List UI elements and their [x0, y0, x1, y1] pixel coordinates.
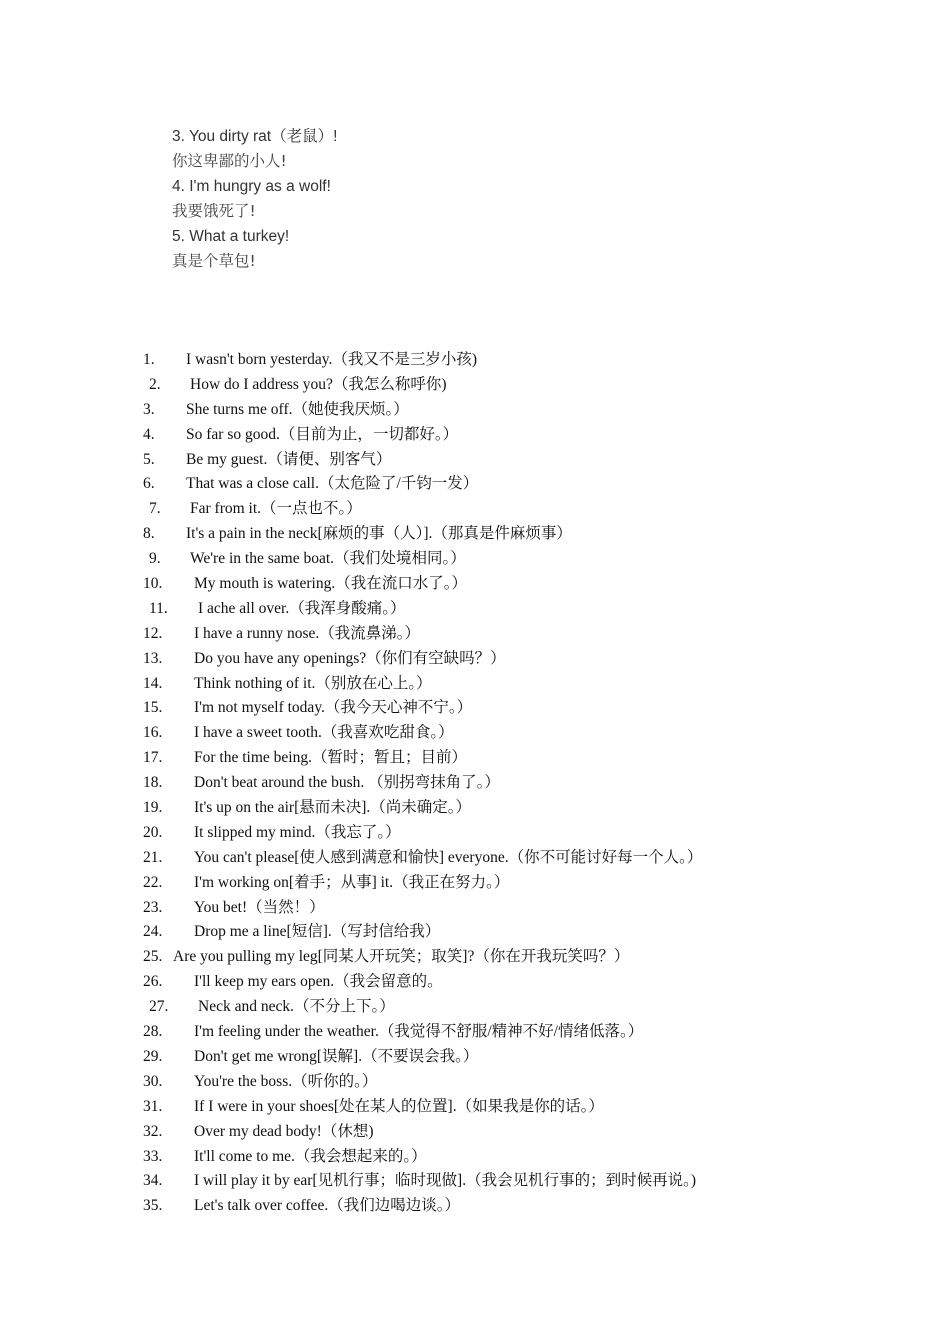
- item-number: 11.: [149, 599, 168, 617]
- item-text: If I were in your shoes[处在某人的位置].（如果我是你的话。）: [194, 1097, 604, 1115]
- item-number: 13.: [143, 649, 163, 667]
- item-text: It slipped my mind.（我忘了。）: [194, 823, 401, 841]
- translation-line: 真是个草包!: [172, 252, 256, 270]
- expression-line: 3. You dirty rat（老鼠）!: [172, 128, 338, 145]
- item-text: You can't please[使人感到满意和愉快] everyone.（你不可能讨好每一个人。）: [194, 848, 703, 866]
- item-text: We're in the same boat.（我们处境相同。）: [190, 550, 466, 568]
- item-text: I'm working on[着手；从事] it.（我正在努力。）: [194, 873, 510, 891]
- list-item: [143, 995, 933, 1020]
- item-text: That was a close call.（太危险了/千钧一发）: [186, 475, 479, 493]
- item-number: 22.: [143, 873, 163, 891]
- list-item: [143, 1194, 933, 1219]
- list-item: [143, 746, 933, 771]
- item-text: It's up on the air[悬而未决].（尚未确定。）: [194, 799, 472, 817]
- item-text: For the time being.（暂时；暂且；目前）: [194, 749, 467, 767]
- item-number: 35.: [143, 1197, 163, 1215]
- list-item: [143, 920, 933, 945]
- list-item: [143, 373, 933, 398]
- item-text: Let's talk over coffee.（我们边喝边谈。）: [194, 1197, 460, 1215]
- list-item: [143, 1095, 933, 1120]
- item-number: 2.: [149, 375, 161, 393]
- item-number: 12.: [143, 624, 163, 642]
- item-number: 33.: [143, 1147, 163, 1165]
- item-text: Are you pulling my leg[同某人开玩笑；取笑]?（你在开我玩笑吗？）: [173, 948, 630, 966]
- item-number: 9.: [149, 550, 161, 568]
- list-item: [143, 1169, 933, 1194]
- list-item: [143, 696, 933, 721]
- list-item: [143, 572, 933, 597]
- item-number: 8.: [143, 525, 155, 543]
- item-text: You're the boss.（听你的。）: [194, 1072, 378, 1090]
- item-text: She turns me off.（她使我厌烦。）: [186, 400, 409, 418]
- item-number: 10.: [143, 575, 163, 593]
- item-number: 27.: [149, 998, 169, 1016]
- list-item: [143, 597, 933, 622]
- item-number: 6.: [143, 475, 155, 493]
- list-item: [143, 896, 933, 921]
- item-text: You bet!（当然！）: [194, 898, 325, 916]
- list-item: [143, 821, 933, 846]
- expression-line: 5. What a turkey!: [172, 228, 290, 245]
- item-text: Neck and neck.（不分上下。）: [198, 998, 395, 1016]
- list-item: [143, 522, 933, 547]
- list-item: [143, 771, 933, 796]
- item-text: It'll come to me.（我会想起来的。）: [194, 1147, 427, 1165]
- list-item: [143, 1145, 933, 1170]
- list-item: [143, 622, 933, 647]
- list-item: [143, 348, 933, 373]
- translation-line: 你这卑鄙的小人!: [172, 152, 287, 170]
- item-number: 5.: [143, 450, 155, 468]
- item-number: 4.: [143, 425, 155, 443]
- item-text: Think nothing of it.（别放在心上。）: [194, 674, 432, 692]
- item-text: I will play it by ear[见机行事；临时现做].（我会见机行事的；到时候再说。): [194, 1172, 696, 1190]
- list-item: [143, 472, 933, 497]
- item-number: 18.: [143, 774, 163, 792]
- item-number: 3.: [143, 400, 155, 418]
- item-number: 29.: [143, 1047, 163, 1065]
- list-item: [143, 796, 933, 821]
- phrase-list: [143, 348, 933, 1219]
- item-number: 24.: [143, 923, 163, 941]
- item-number: 31.: [143, 1097, 163, 1115]
- item-number: 14.: [143, 674, 163, 692]
- insult-expressions-section: [172, 124, 872, 274]
- expression-line: 4. I'm hungry as a wolf!: [172, 178, 331, 195]
- item-number: 20.: [143, 823, 163, 841]
- item-text: Don't beat around the bush. （别拐弯抹角了。）: [194, 774, 500, 792]
- item-number: 28.: [143, 1023, 163, 1041]
- item-number: 15.: [143, 699, 163, 717]
- item-text: I'll keep my ears open.（我会留意的。: [194, 973, 443, 991]
- item-number: 1.: [143, 351, 155, 368]
- item-text: My mouth is watering.（我在流口水了。）: [194, 575, 467, 593]
- item-number: 17.: [143, 749, 163, 767]
- item-number: 25.: [143, 948, 163, 966]
- item-number: 34.: [143, 1172, 163, 1190]
- list-item: [143, 945, 933, 970]
- item-text: How do I address you?（我怎么称呼你): [190, 375, 447, 393]
- item-number: 16.: [143, 724, 163, 742]
- item-number: 26.: [143, 973, 163, 991]
- list-item: [143, 1120, 933, 1145]
- item-number: 7.: [149, 500, 161, 518]
- list-item: [143, 970, 933, 995]
- list-item: [143, 846, 933, 871]
- list-item: [143, 398, 933, 423]
- list-item: [143, 672, 933, 697]
- item-text: Far from it.（一点也不。）: [190, 500, 362, 518]
- translation-line: 我要饿死了!: [172, 202, 256, 220]
- list-item: [143, 448, 933, 473]
- item-number: 21.: [143, 848, 163, 866]
- item-text: Do you have any openings?（你们有空缺吗？）: [194, 649, 506, 667]
- item-number: 32.: [143, 1122, 163, 1140]
- item-text: I'm not myself today.（我今天心神不宁。）: [194, 699, 473, 717]
- list-item: [143, 1070, 933, 1095]
- list-item: [143, 647, 933, 672]
- item-text: So far so good.（目前为止，一切都好。）: [186, 425, 459, 443]
- list-item: [143, 423, 933, 448]
- item-text: Over my dead body!（休想): [194, 1122, 374, 1140]
- item-text: I have a sweet tooth.（我喜欢吃甜食。）: [194, 724, 454, 742]
- item-text: I have a runny nose.（我流鼻涕。）: [194, 624, 420, 642]
- item-text: Be my guest.（请便、别客气）: [186, 450, 392, 468]
- list-item: [143, 1045, 933, 1070]
- list-item: [143, 547, 933, 572]
- item-text: Don't get me wrong[误解].（不要误会我。）: [194, 1047, 479, 1065]
- item-text: It's a pain in the neck[麻烦的事（人）].（那真是件麻烦事）: [186, 525, 572, 543]
- list-item: [143, 497, 933, 522]
- item-text: I wasn't born yesterday.（我又不是三岁小孩): [186, 351, 478, 368]
- item-text: Drop me a line[短信].（写封信给我）: [194, 923, 441, 941]
- item-number: 19.: [143, 799, 163, 817]
- item-text: I ache all over.（我浑身酸痛。）: [198, 599, 406, 617]
- item-number: 30.: [143, 1072, 163, 1090]
- item-text: I'm feeling under the weather.（我觉得不舒服/精神不好/情绪低落。）: [194, 1023, 644, 1041]
- list-item: [143, 721, 933, 746]
- list-item: [143, 1020, 933, 1045]
- list-item: [143, 871, 933, 896]
- item-number: 23.: [143, 898, 163, 916]
